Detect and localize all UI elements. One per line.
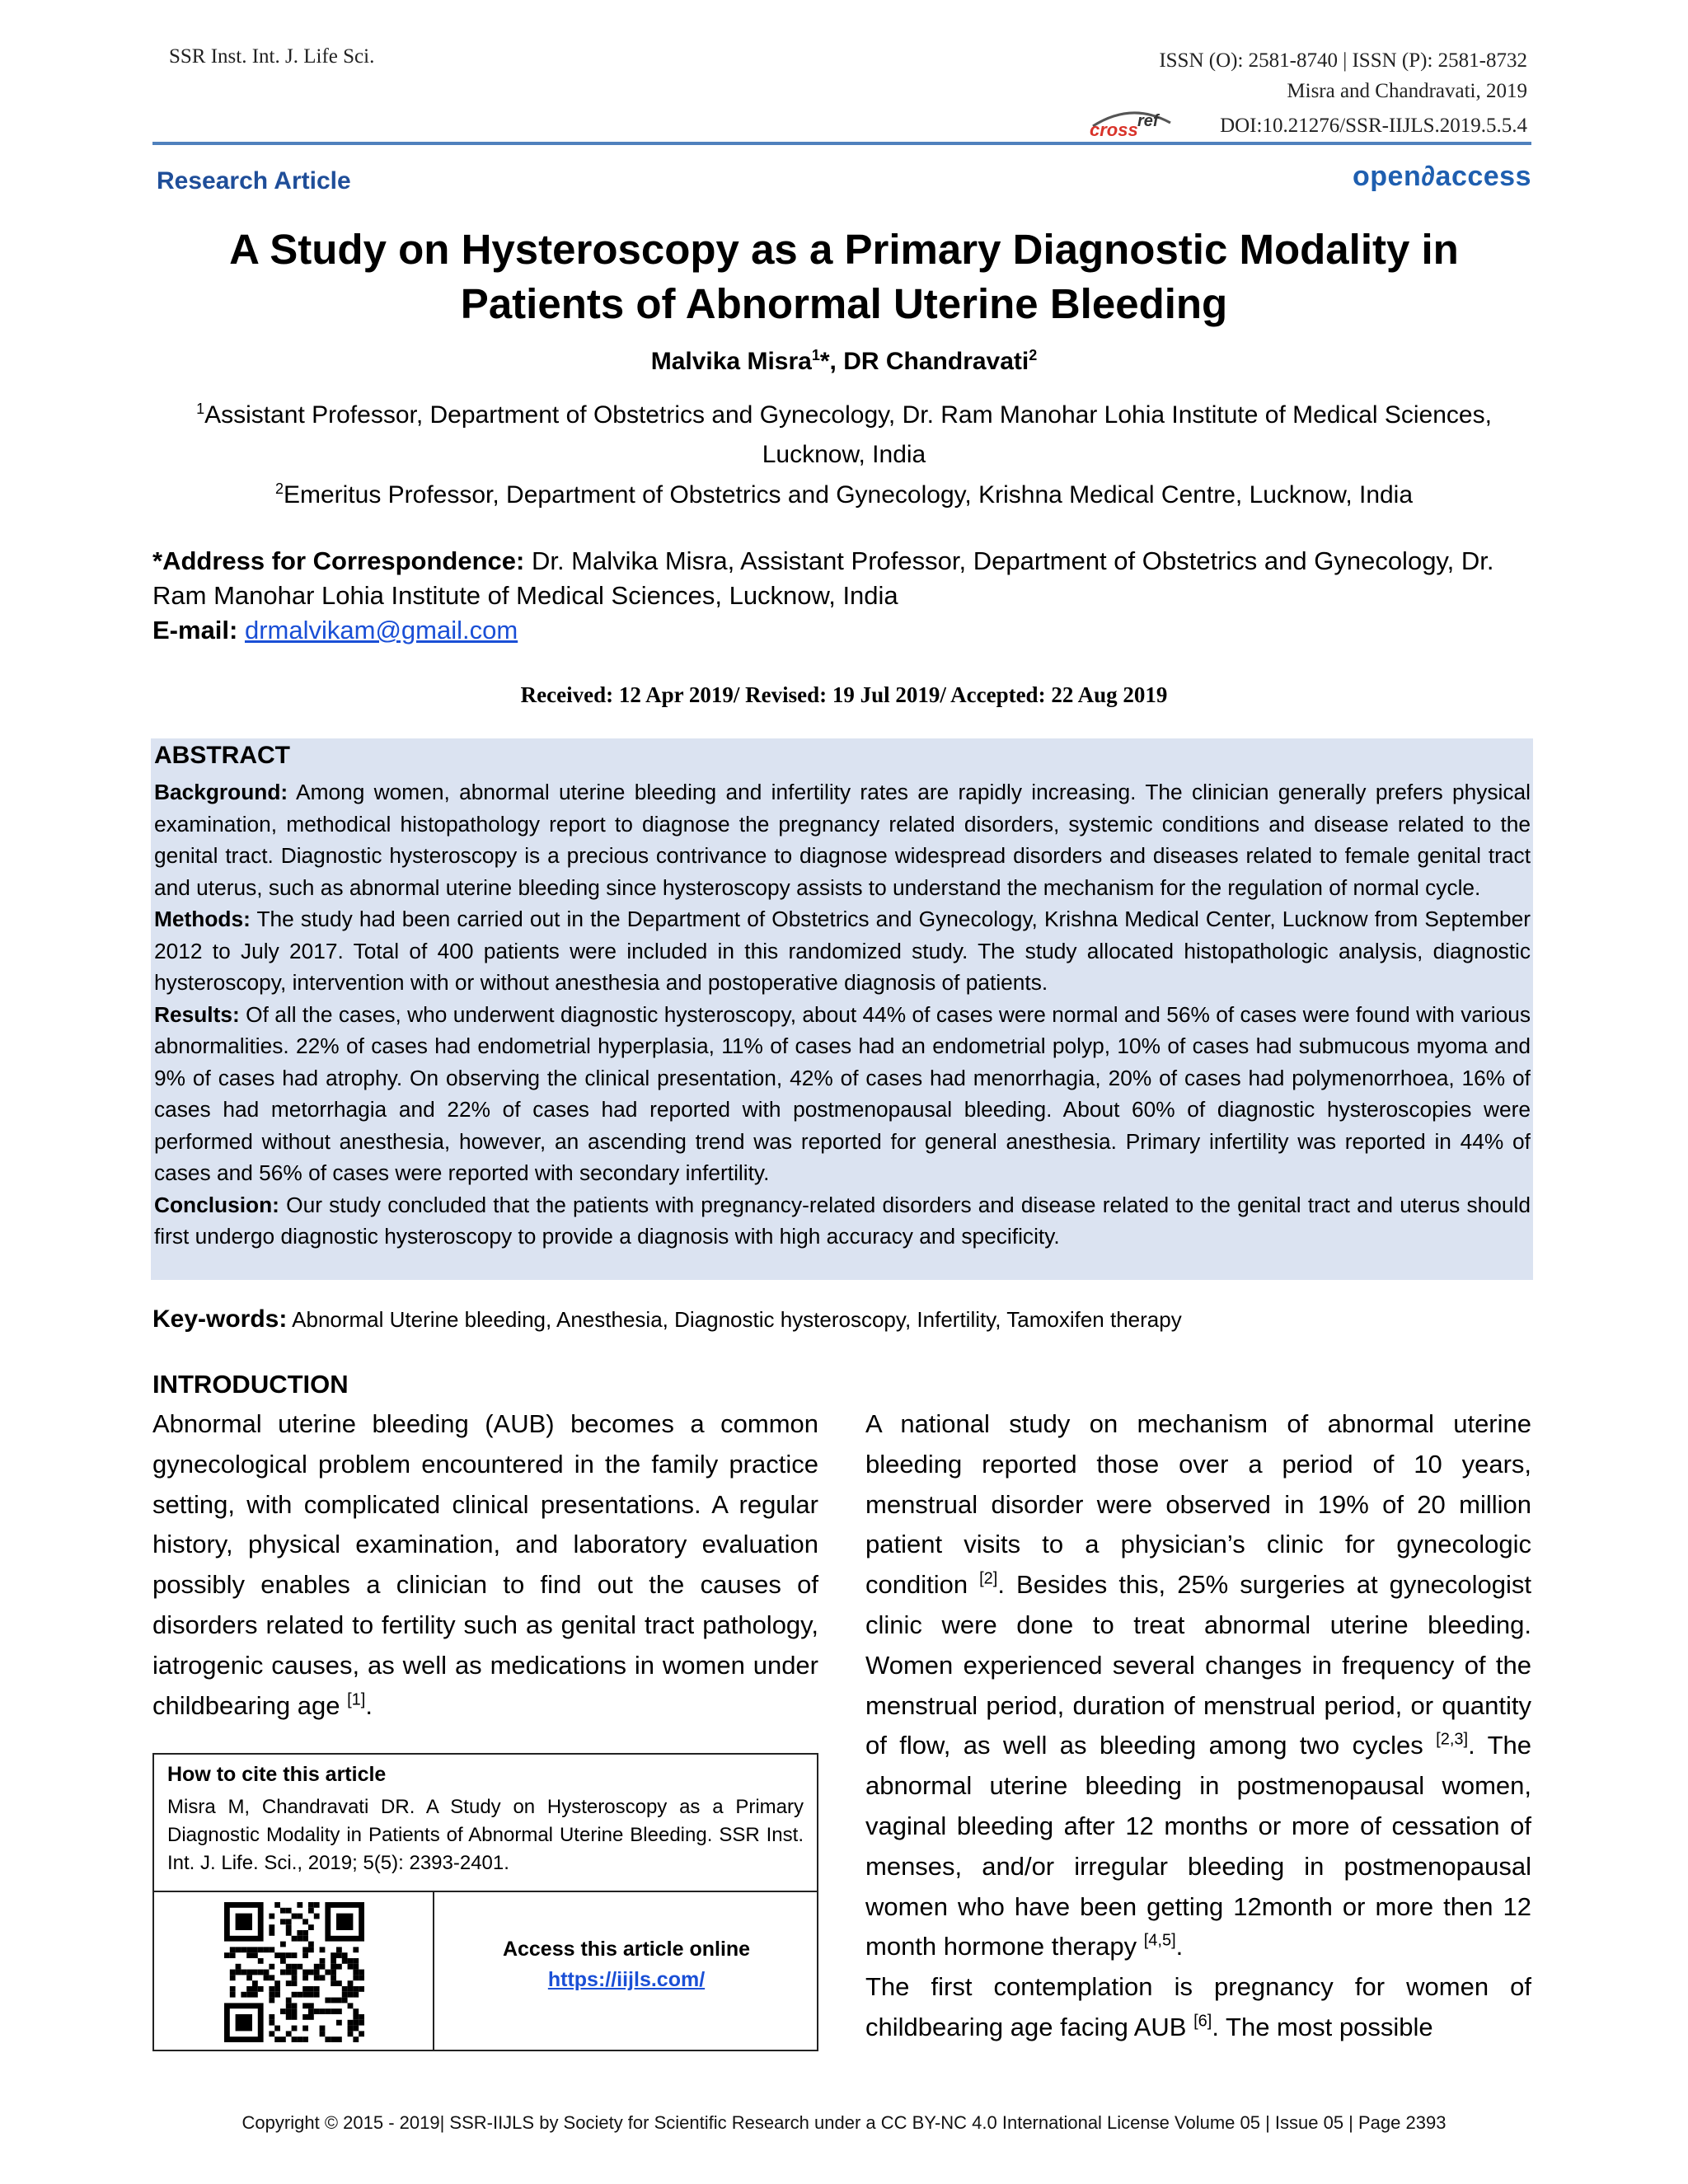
authors-year: Misra and Chandravati, 2019 <box>1287 80 1527 102</box>
methods-text: The study had been carried out in the Department of Obstetrics and Gynecology, Krishna Medical Center, Lucknow from September 2012 to July 2017. Total of 400 patients were included in this randomized study. The study allocated histopathologic analysis, diagnostic hysteroscopy, intervention with or without anesthesia and postoperative diagnosis of patients. <box>154 907 1531 995</box>
conclusion-label: Conclusion: <box>154 1192 279 1217</box>
issn: ISSN (O): 2581-8740 | ISSN (P): 2581-8732 <box>1159 49 1527 72</box>
correspondence <box>152 544 1533 648</box>
author-1-mark: *, <box>819 348 844 375</box>
qr-cell <box>154 1892 434 2050</box>
intro-right-text-2: . Besides this, 25% surgeries at gynecologist clinic were done to treat abnormal uterine bleeding. Women experienced several changes in frequency of the menstrual period, duration of menstrual period, or quantity of flow, as well as bleeding among two cycles <box>865 1570 1531 1760</box>
article-type: Research Article <box>157 167 351 194</box>
email-label: E-mail: <box>152 616 238 644</box>
svg-text:ref: ref <box>1137 112 1159 130</box>
keywords-label: Key-words: <box>152 1305 288 1333</box>
author-2-sup: 2 <box>1029 347 1038 363</box>
affiliation-1-text: Assistant Professor, Department of Obstetrics and Gynecology, Dr. Ram Manohar Lohia Institute of Medical Sciences, Lucknow, India <box>204 401 1492 468</box>
intro-right-text-3: . The abnormal uterine bleeding in postmenopausal women, vaginal bleeding after 12 months or more of cessation of menses, and/or irregular bleeding in postmenopausal women who have been getting 12month or more then 12 month hormone therapy <box>865 1731 1531 1961</box>
citation-ref-3[interactable]: [2,3] <box>1436 1731 1469 1750</box>
intro-paragraph-2 <box>865 1404 1531 1967</box>
qr-code-icon[interactable] <box>224 1902 364 2042</box>
author-2: DR Chandravati <box>843 348 1029 375</box>
intro-right-text-6: . The most possible <box>1212 2012 1433 2041</box>
intro-left-column <box>152 1404 818 1726</box>
citation-ref-2[interactable]: [2] <box>979 1569 998 1588</box>
correspondence-label: *Address for Correspondence: <box>152 546 525 575</box>
citation-text: Misra M, Chandravati DR. A Study on Hysteroscopy as a Primary Diagnostic Modality in Patients of Abnormal Uterine Bleeding. SSR Inst. Int. J. Life. Sci., 2019; 5(5): 2393-2401. <box>167 1796 804 1874</box>
intro-left-text: Abnormal uterine bleeding (AUB) becomes a common gynecological problem encountered in the family practice setting, with complicated clinical presentations. A regular history, physical examination, and laboratory evaluation possibly enables a clinician to find out the causes of disorders related to fertility such as genital tract pathology, iatrogenic causes, as well as medications in women under childbearing age <box>152 1409 818 1720</box>
dates: Received: 12 Apr 2019/ Revised: 19 Jul 2019/ Accepted: 22 Aug 2019 <box>520 682 1168 707</box>
correspondence-text: Dr. Malvika Misra, Assistant Professor, Department of Obstetrics and Gynecology, Dr. Ram Manohar Lohia Institute of Medical Sciences, Lucknow, India <box>152 546 1494 610</box>
paper-title: A Study on Hysteroscopy as a Primary Diagnostic Modality in Patients of Abnormal Uterine Bleeding <box>229 226 1459 327</box>
abstract-background <box>154 776 1531 903</box>
keywords-text: Abnormal Uterine bleeding, Anesthesia, Diagnostic hysteroscopy, Infertility, Tamoxifen therapy <box>287 1307 1182 1332</box>
abstract-methods <box>154 903 1531 999</box>
results-label: Results: <box>154 1001 240 1027</box>
abstract-body <box>154 776 1531 1253</box>
footer: Copyright © 2015 - 2019| SSR-IIJLS by Society for Scientific Research under a CC BY-NC 4.0 International License Volume 05 | Issue 05 | Page 2393 <box>241 2112 1447 2133</box>
abstract-conclusion <box>154 1189 1531 1253</box>
abstract-heading: ABSTRACT <box>154 742 290 769</box>
issn-block <box>1159 45 1527 106</box>
introduction-heading: INTRODUCTION <box>152 1370 349 1399</box>
background-text: Among women, abnormal uterine bleeding and infertility rates are rapidly increasing. The clinician generally prefers physical examination, methodical histopathology report to diagnose the pregnancy related disorders, systemic conditions and disease related to the genital tract. Diagnostic hysteroscopy is a precious contrivance to diagnose widespread disorders and diseases related to female genital tract and uterus, such as abnormal uterine bleeding since hysteroscopy assists to understand the mechanism for the regulation of normal cycle. <box>154 780 1531 900</box>
doi[interactable]: DOI:10.21276/SSR-IIJLS.2019.5.5.4 <box>1220 115 1527 137</box>
background-label: Background: <box>154 780 288 804</box>
intro-right-column <box>865 1404 1531 2048</box>
author-line <box>0 348 1688 376</box>
citation-ref-1[interactable]: [1] <box>347 1690 366 1709</box>
intro-right-text-1: A national study on mechanism of abnormal uterine bleeding reported those over a period of 10 years, menstrual disorder were observed in 19% of 20 million patient visits to a physician’s clinic for gynecologic condition <box>865 1409 1531 1600</box>
citation-heading: How to cite this article <box>167 1763 387 1786</box>
methods-label: Methods: <box>154 907 251 931</box>
citation-ref-5[interactable]: [6] <box>1193 2012 1212 2031</box>
intro-paragraph-1 <box>152 1404 818 1726</box>
citation-info <box>154 1755 817 1892</box>
abstract-results <box>154 999 1531 1189</box>
email-link[interactable]: drmalvikam@gmail.com <box>244 616 518 644</box>
affiliation-2 <box>152 476 1536 515</box>
author-1-sup: 1 <box>811 347 820 363</box>
intro-right-text-4: . <box>1175 1932 1184 1961</box>
access-cell <box>434 1892 818 2050</box>
intro-right-text-5: The first contemplation is pregnancy for women of childbearing age facing AUB <box>865 1972 1531 2041</box>
citation-box <box>152 1753 818 2051</box>
results-text: Of all the cases, who underwent diagnostic hysteroscopy, about 44% of cases were normal and 56% of cases were found with various abnormalities. 22% of cases had endometrial hyperplasia, 11% of cases had an endometrial polyp, 10% of cases had submucous myoma and 9% of cases had atrophy. On observing the clinical presentation, 42% of cases had menorrhagia, 20% of cases had polymenorrhoea, 16% of cases had metorrhagia and 22% of cases had reported with postmenopausal bleeding. About 60% of diagnostic hysteroscopies were performed without anesthesia, however, an ascending trend was reported for general anesthesia. Primary infertility was reported in 44% of cases and 56% of cases were reported with secondary infertility. <box>154 1001 1531 1185</box>
author-1: Malvika Misra <box>650 348 812 375</box>
access-link[interactable]: https://iijls.com/ <box>547 1968 706 1991</box>
keywords <box>152 1305 1182 1333</box>
access-label: Access this article online <box>502 1938 751 1961</box>
open-access-logo: open∂access <box>1353 161 1531 192</box>
journal-name: SSR Inst. Int. J. Life Sci. <box>169 45 375 68</box>
affiliation-1 <box>152 396 1536 475</box>
affiliation-1-num: 1 <box>196 401 205 417</box>
intro-paragraph-3 <box>865 1967 1531 2048</box>
intro-left-end: . <box>365 1690 373 1720</box>
crossref-logo <box>1086 105 1177 141</box>
header-rule <box>152 142 1531 145</box>
affiliation-2-text: Emeritus Professor, Department of Obstetrics and Gynecology, Krishna Medical Centre, Lucknow, India <box>283 481 1414 509</box>
affiliation-2-num: 2 <box>274 480 284 497</box>
svg-text:cross: cross <box>1090 120 1138 140</box>
conclusion-text: Our study concluded that the patients with pregnancy-related disorders and disease related to the genital tract and uterus should first undergo diagnostic hysteroscopy to provide a diagnosis with high accuracy and specificity. <box>154 1192 1531 1249</box>
citation-ref-4[interactable]: [4,5] <box>1143 1932 1176 1951</box>
